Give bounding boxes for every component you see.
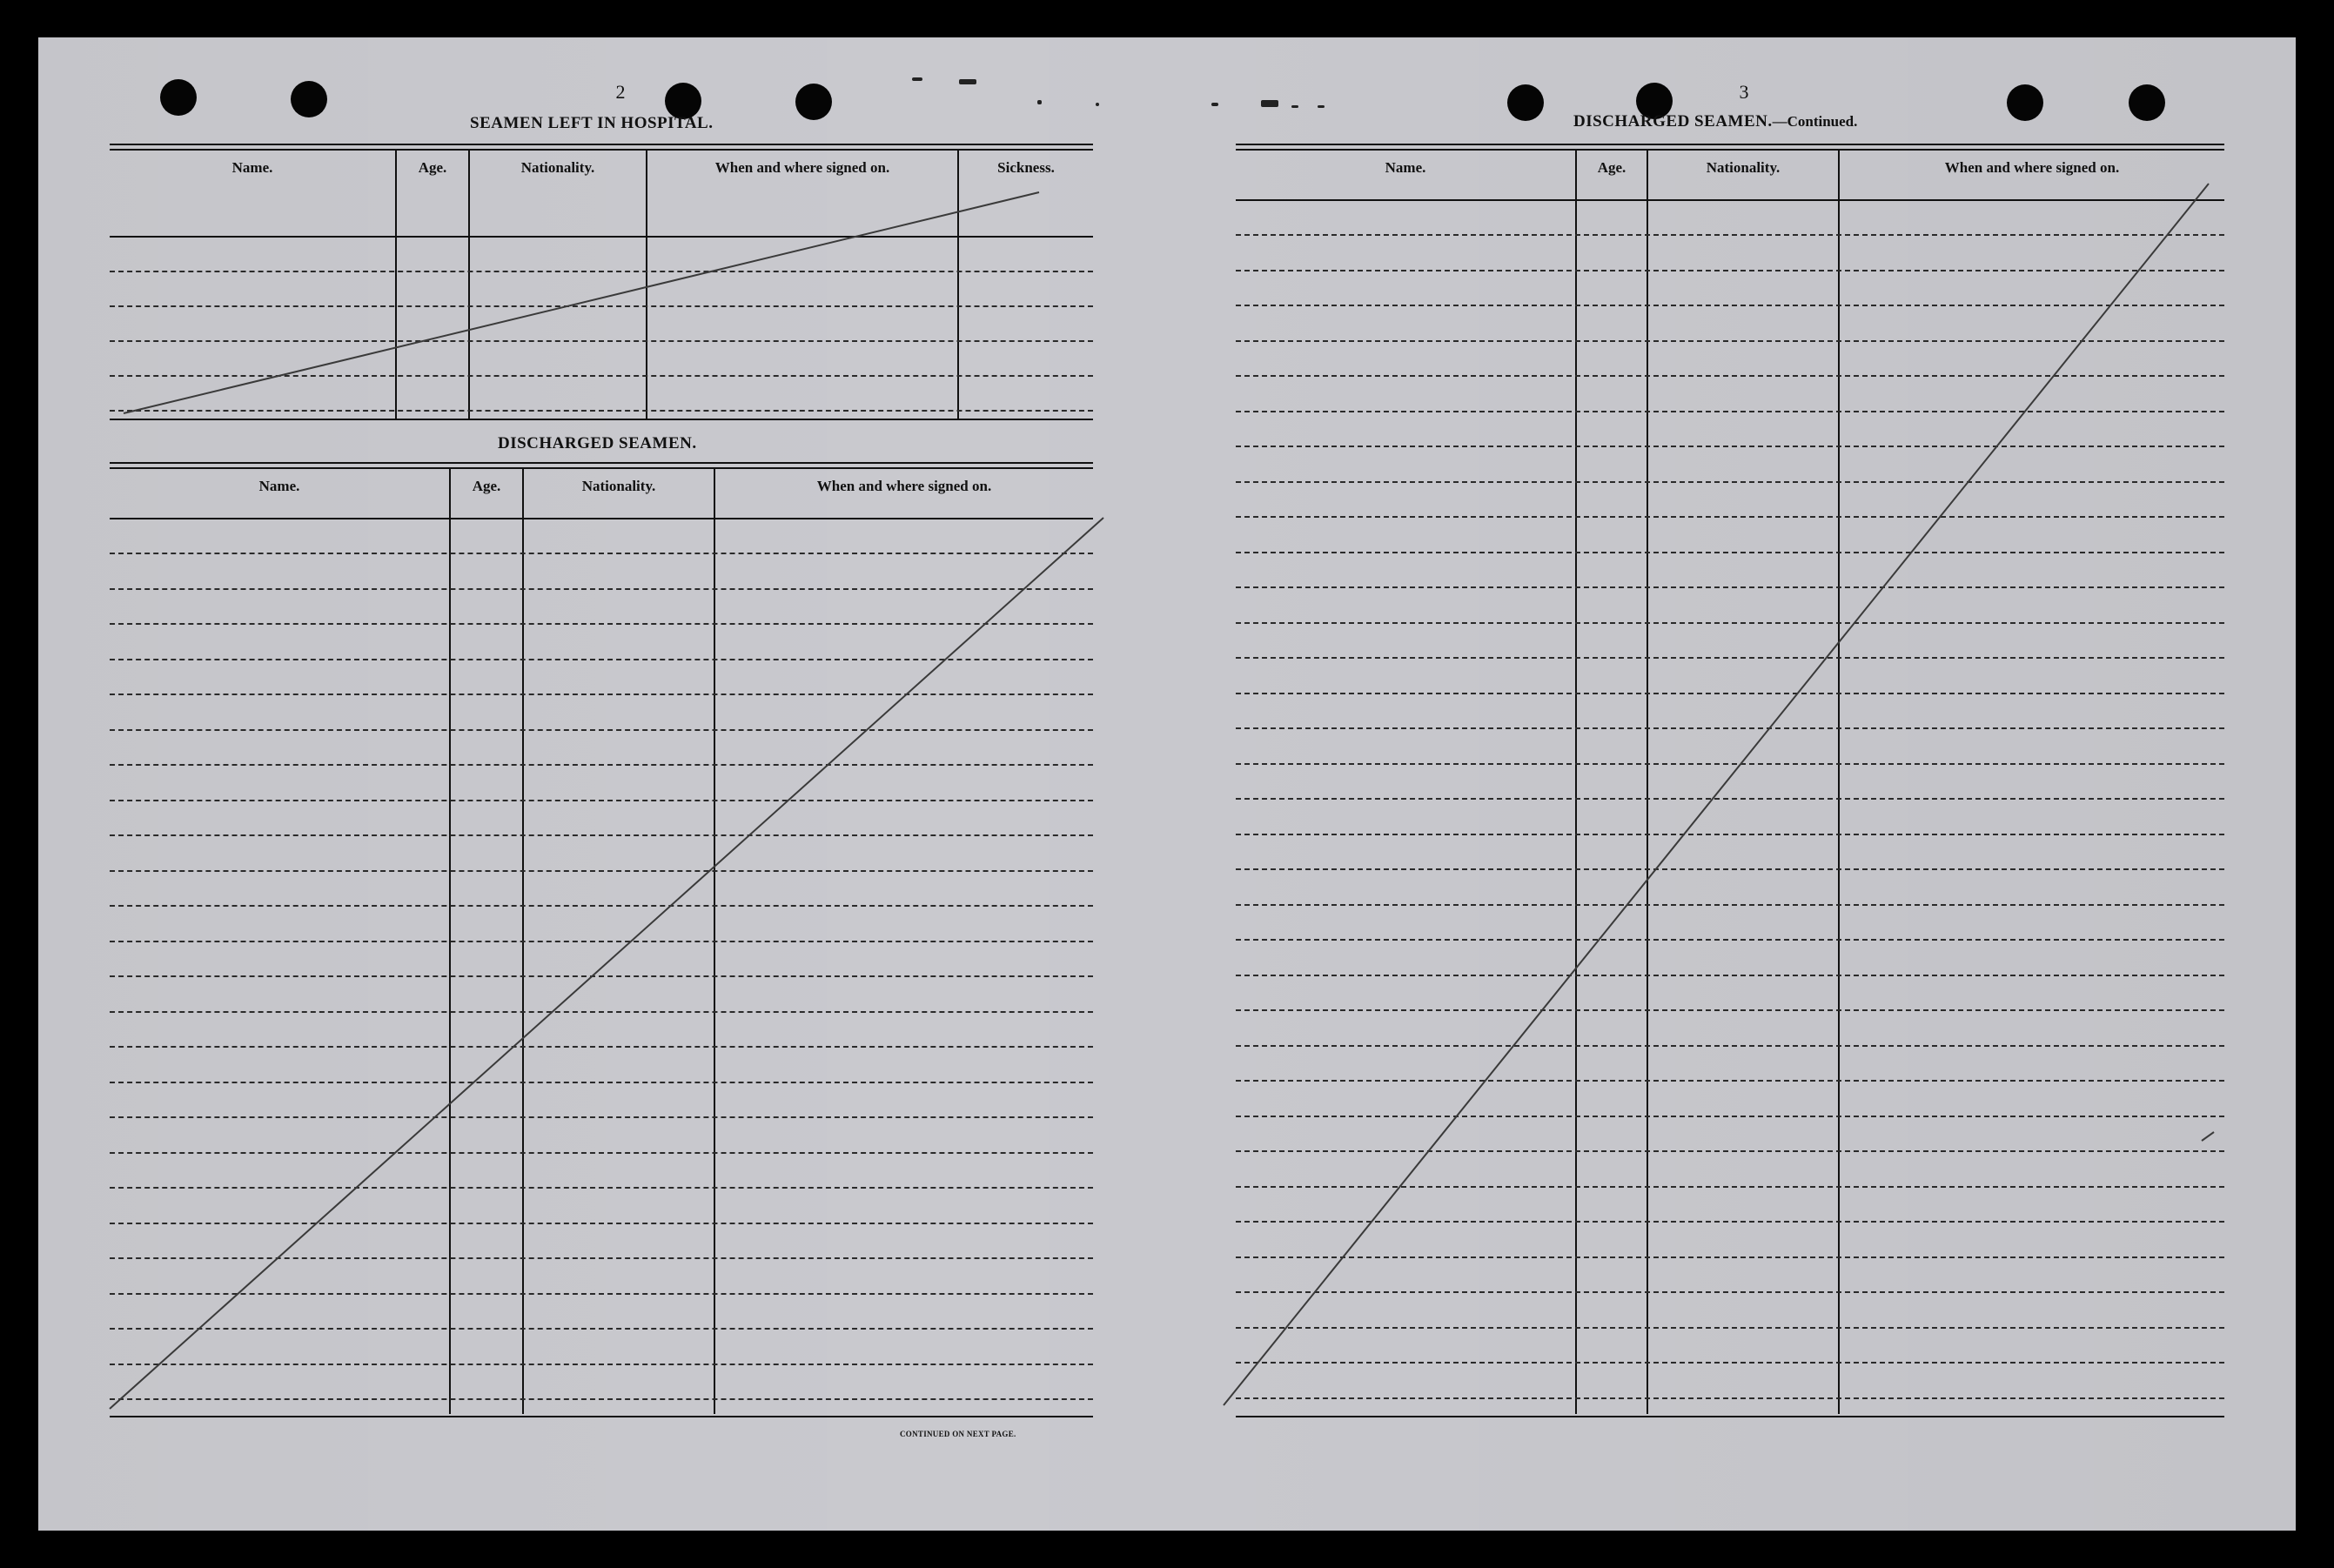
- pen-tick: [2202, 1132, 2214, 1141]
- col-header-sickness: Sickness.: [997, 159, 1055, 176]
- col-header-nationality: Nationality.: [520, 159, 595, 176]
- col-header-age: Age.: [1597, 159, 1626, 176]
- col-header-name: Name.: [231, 159, 273, 176]
- col-header-nationality: Nationality.: [1706, 159, 1781, 176]
- col-header-signed-on: When and where signed on.: [816, 478, 992, 494]
- page-number-left: 2: [615, 81, 626, 103]
- document-sheet: [38, 37, 2296, 1531]
- continued-note: CONTINUED ON NEXT PAGE.: [900, 1430, 1016, 1438]
- title-continued: —Continued.: [1772, 113, 1858, 130]
- col-header-name: Name.: [1385, 159, 1426, 176]
- cancel-stroke-continued: [1224, 184, 2209, 1405]
- hospital-section-title: SEAMEN LEFT IN HOSPITAL.: [470, 114, 714, 132]
- col-header-nationality: Nationality.: [581, 478, 656, 494]
- page-number-right: 3: [1739, 81, 1749, 103]
- cancel-stroke-hospital: [124, 192, 1039, 413]
- cancel-stroke-discharged: [110, 518, 1103, 1409]
- col-header-signed-on: When and where signed on.: [1944, 159, 2120, 176]
- title-main: DISCHARGED SEAMEN.: [1573, 112, 1773, 131]
- col-header-signed-on: When and where signed on.: [714, 159, 890, 176]
- col-header-age: Age.: [418, 159, 447, 176]
- cancellation-strokes: [38, 37, 2296, 1531]
- discharged-section-title: DISCHARGED SEAMEN.: [498, 434, 697, 452]
- col-header-name: Name.: [258, 478, 300, 494]
- col-header-age: Age.: [472, 478, 501, 494]
